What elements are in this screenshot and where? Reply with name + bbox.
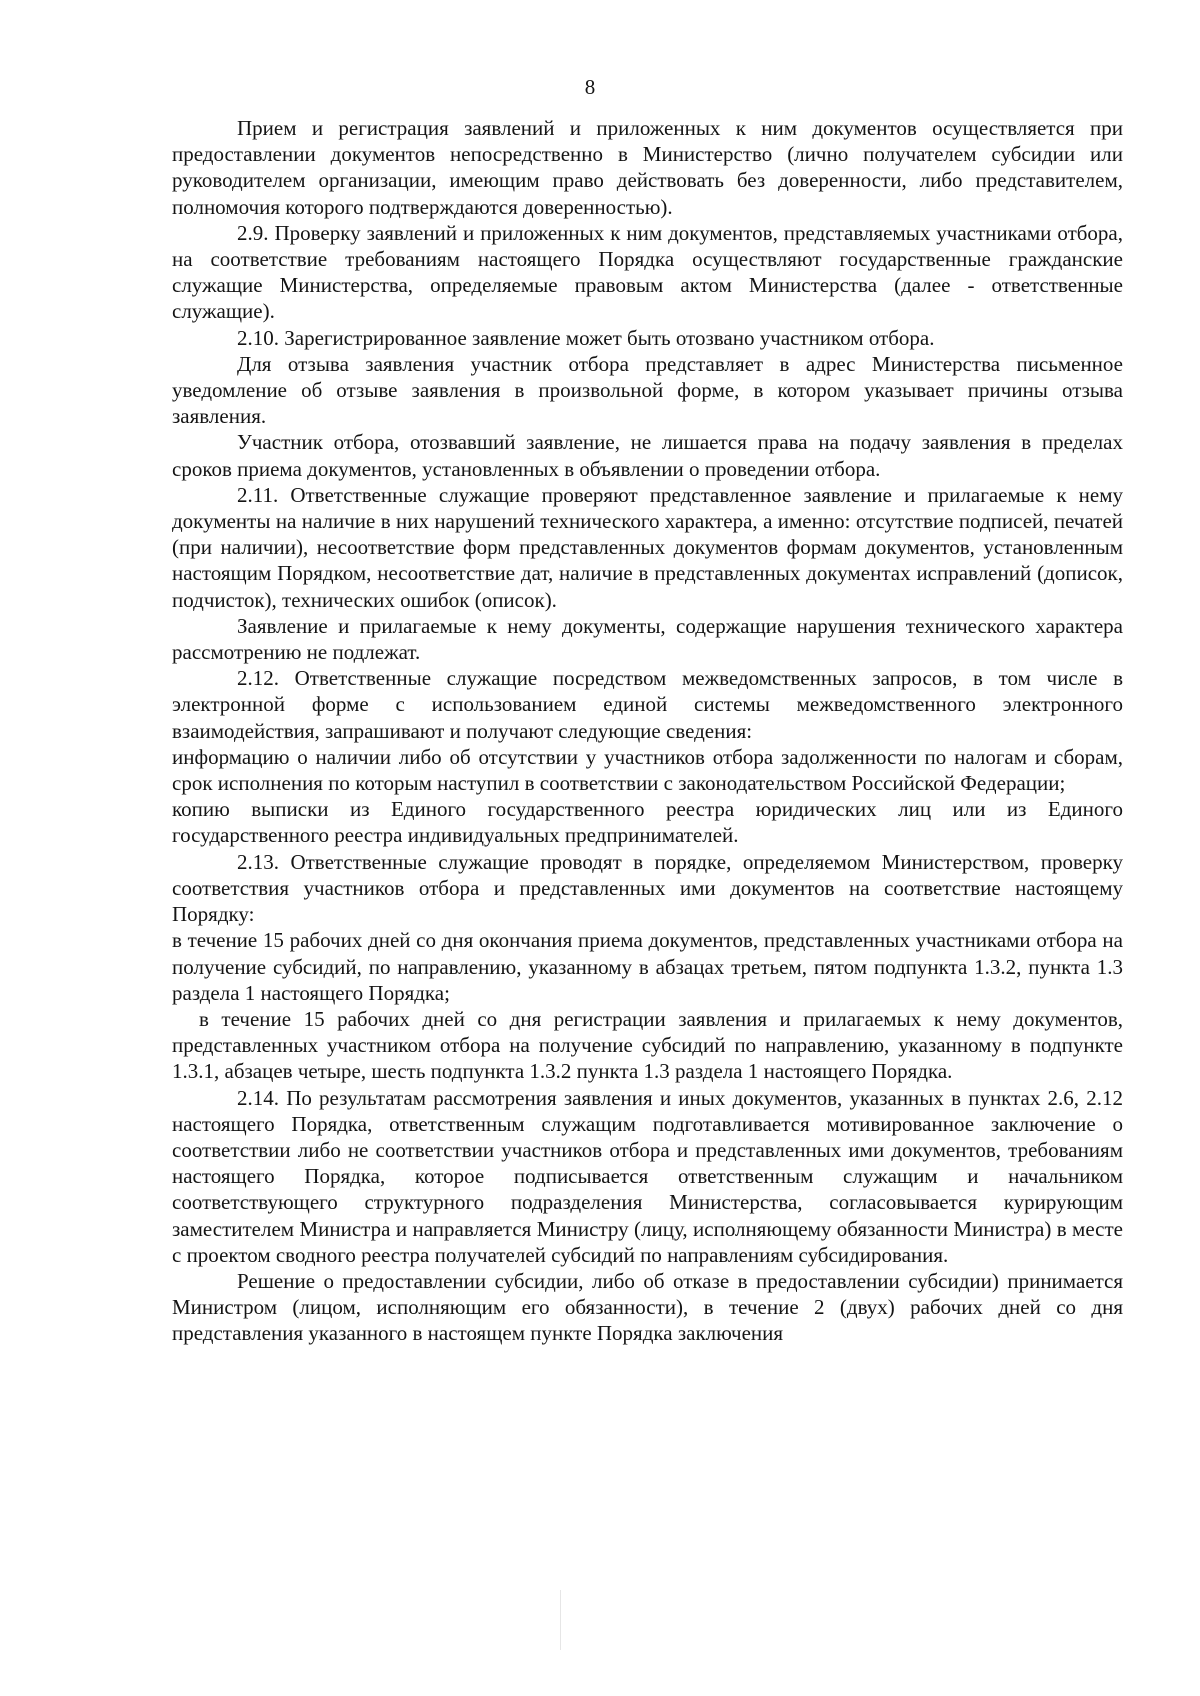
paragraph-2-14: 2.14. По результатам рассмотрения заявления и иных документов, указанных в пунктах 2.6, 2.12 настоящего Порядка, ответственным служащим подготавливается мотивированное заключение о соответствии либо не соответствии участников отбора и представленных ими документов, требованиям настоящего Порядка, которое подписывается ответственным служащим и начальником соответствующего структурного подразделения Министерства, согласовывается курирующим заместителем Министра и направляется Министру (лицу, исполняющему обязанности Министра) в месте с проектом сводного реестра получателей субсидий по направлениям субсидирования. [172, 1085, 1123, 1267]
paragraph-2-11: 2.11. Ответственные служащие проверяют представленное заявление и прилагаемые к нему документы на наличие в них нарушений технического характера, а именно: отсутствие подписей, печатей (при наличии), несоответствие форм представленных документов формам документов, установленным настоящим Порядком, несоответствие дат, наличие в представленных документах исправлений (дописок, подчисток), технических ошибок (описок). [172, 482, 1123, 612]
paragraph-tax-debt-info: информацию о наличии либо об отсутствии у участников отбора задолженности по налогам и сборам, срок исполнения по которым наступил в соответствии с законодательством Российской Федерации; [172, 744, 1123, 796]
paragraph-2-12: 2.12. Ответственные служащие посредством межведомственных запросов, в том числе в электронной форме с использованием единой системы межведомственного электронного взаимодействия, запрашивают и получают следующие сведения: [172, 666, 1123, 743]
paragraph-decision: Решение о предоставлении субсидии, либо об отказе в предоставлении субсидии) принимается Министром (лицом, исполняющим его обязанности), в течение 2 (двух) рабочих дней со дня представления указанного в настоящем пункте Порядка заключения [172, 1268, 1123, 1346]
paragraph-withdrawal-rights: Участник отбора, отозвавший заявление, не лишается права на подачу заявления в пределах сроков приема документов, установленных в объявлении о проведении отбора. [172, 430, 1123, 481]
paragraph-technical-violations: Заявление и прилагаемые к нему документы, содержащие нарушения технического характера рассмотрению не подлежат. [172, 613, 1123, 665]
page-number: 8 [584, 75, 596, 99]
paragraph-deadline-registration: в течение 15 рабочих дней со дня регистрации заявления и прилагаемых к нему документов, представленных участником отбора на получение субсидий по направлению, указанному в подпункте 1.3.1, абзацев четыре, шесть подпункта 1.3.2 пункта 1.3 раздела 1 настоящего Порядка. [172, 1006, 1123, 1084]
paragraph-withdrawal-notice: Для отзыва заявления участник отбора представляет в адрес Министерства письменное уведомление об отзыве заявления в произвольной форме, в котором указывает причины отзыва заявления. [172, 351, 1123, 429]
paragraph-2-13: 2.13. Ответственные служащие проводят в порядке, определяемом Министерством, проверку соответствия участников отбора и представленных ими документов на соответствие настоящему Порядку: [172, 849, 1123, 927]
scan-artifact-line [560, 1590, 561, 1650]
document-body [172, 115, 1123, 1347]
paragraph-2-9: 2.9. Проверку заявлений и приложенных к ним документов, представляемых участниками отбора, на соответствие требованиям настоящего Порядка осуществляют государственные гражданские служащие Министерства, определяемые правовым актом Министерства (далее - ответственные служащие). [172, 220, 1123, 324]
paragraph-deadline-end-of-reception: в течение 15 рабочих дней со дня окончания приема документов, представленных участниками отбора на получение субсидий, по направлению, указанному в абзацах третьем, пятом подпункта 1.3.2, пункта 1.3 раздела 1 настоящего Порядка; [172, 928, 1123, 1005]
paragraph-registry-extract: копию выписки из Единого государственного реестра юридических лиц или из Единого государственного реестра индивидуальных предпринимателей. [172, 797, 1123, 848]
paragraph-2-10: 2.10. Зарегистрированное заявление может быть отозвано участником отбора. [237, 325, 935, 350]
paragraph-reception: Прием и регистрация заявлений и приложенных к ним документов осуществляется при предоставлении документов непосредственно в Министерство (лично получателем субсидии или руководителем организации, имеющим право действовать без доверенности, либо представителем, полномочия которого подтверждаются доверенностью). [172, 116, 1123, 219]
